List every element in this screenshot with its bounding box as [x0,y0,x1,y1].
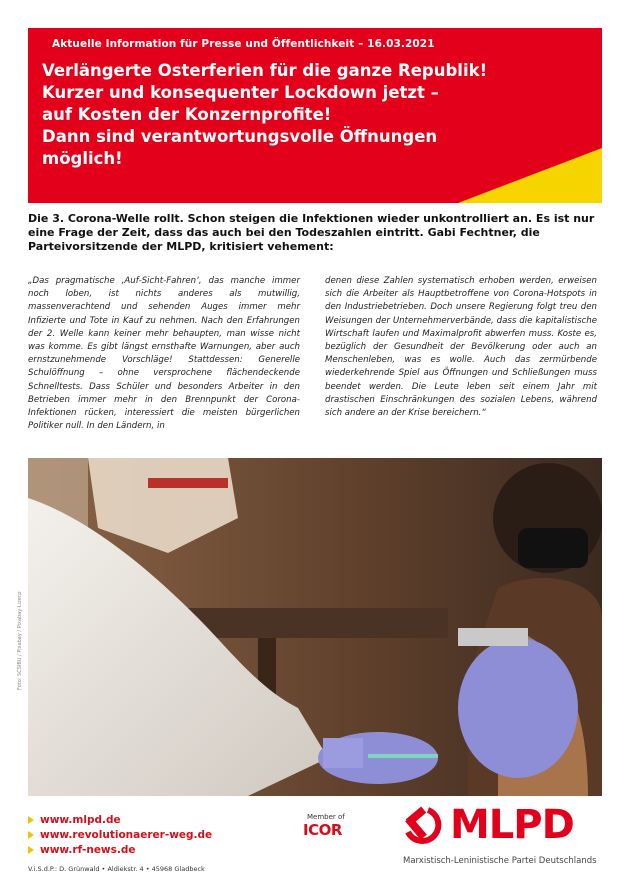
icor-logo-text: ICOR [303,821,342,839]
icor-logo-block [303,813,373,839]
triangle-bullet-icon [28,831,34,839]
headline-line: Kurzer und konsequenter Lockdown jetzt – [42,83,439,102]
icor-logo [303,821,373,839]
headline-line: möglich! [42,149,123,168]
mlpd-subtitle: Marxistisch-Leninistische Partei Deutschlands [403,856,597,866]
headline-line: auf Kosten der Konzernprofite! [42,105,332,124]
headline-line: Verlängerte Osterferien für die ganze Republik! [42,61,488,80]
triangle-bullet-icon [28,846,34,854]
photo-credit: Foto: SCSIBU / Pixabay / Pixabay-Lizenz [17,591,23,690]
mlpd-wordmark: MLPD [450,802,574,848]
headline-line: Dann sind verantwortungsvolle Öffnungen [42,127,438,146]
link-text[interactable]: www.mlpd.de [40,813,121,826]
icor-member-label: Member of [307,813,345,821]
link-rf-news[interactable] [28,842,212,857]
triangle-bullet-icon [28,816,34,824]
link-text[interactable]: www.rf-news.de [40,843,136,856]
header-banner [28,28,602,203]
intro-paragraph: Die 3. Corona-Welle rollt. Schon steigen die Infektionen wieder unkontrolliert an. Es ist nur eine Frage der Zeit, dass das auch bei den Todeszahlen eintritt. Gabi Fechtner, die Parteivorsitzende der MLPD, kritisiert vehement: [28,212,595,253]
footer-links [28,812,212,857]
link-revolutionaerer-weg[interactable] [28,827,212,842]
quote-column-left: „Das pragmatische ‚Auf-Sicht-Fahren‘, das manche immer noch loben, ist nichts anderes als mutwillig, massenverachtend und sehenden Auges immer mehr Infizierte und Tote in Kauf zu nehmen. Nach den Erfahrungen der 2. Welle kann keiner mehr behaupten, man wisse nicht was komme. Es gibt längst ernsthafte Warnungen, aber auch ernstzunehmende Vorschläge! Stattdessen: Generelle Schulöffnung – ohne versprochene flächendeckende Schnelltests. Dass Schüler und besonders Arbeiter in den Betrieben immer mehr in den Brennpunkt der Corona-Infektionen rücken, interessiert die meisten bürgerlichen Politiker null. In den Ländern, in [28,276,300,432]
link-mlpd[interactable] [28,812,212,827]
imprint: V.i.S.d.P.: D. Grünwald • Aldiekstr. 4 • 45968 Gladbeck [28,865,205,873]
vaccination-photo [28,458,602,796]
headline [42,60,582,170]
hammer-sickle-icon [398,802,446,850]
date-line: Aktuelle Information für Presse und Öffentlichkeit – 16.03.2021 [52,38,435,50]
quote-column-right: denen diese Zahlen systematisch erhoben werden, erweisen sich die Arbeiter als Hauptbetroffene von Corona-Hotspots in den Industriebetrieben. Doch unsere Regierung folgt treu den Weisungen der Unternehmerverbände, dass die kapitalistische Wirtschaft laufen und Maximalprofit abwerfen muss. Koste es, bezüglich der Gesundheit der Bevölkerung oder auch an Menschenleben, was es wolle. Auch das zermürbende wiederkehrende Spiel aus Öffnungen und Schließungen muss beendet werden. Die Leute leben seit einem Jahr mit drastischen Einschränkungen des sozialen Lebens, während sich andere an der Krise bereichern.“ [325,276,597,419]
link-text[interactable]: www.revolutionaerer-weg.de [40,828,213,841]
